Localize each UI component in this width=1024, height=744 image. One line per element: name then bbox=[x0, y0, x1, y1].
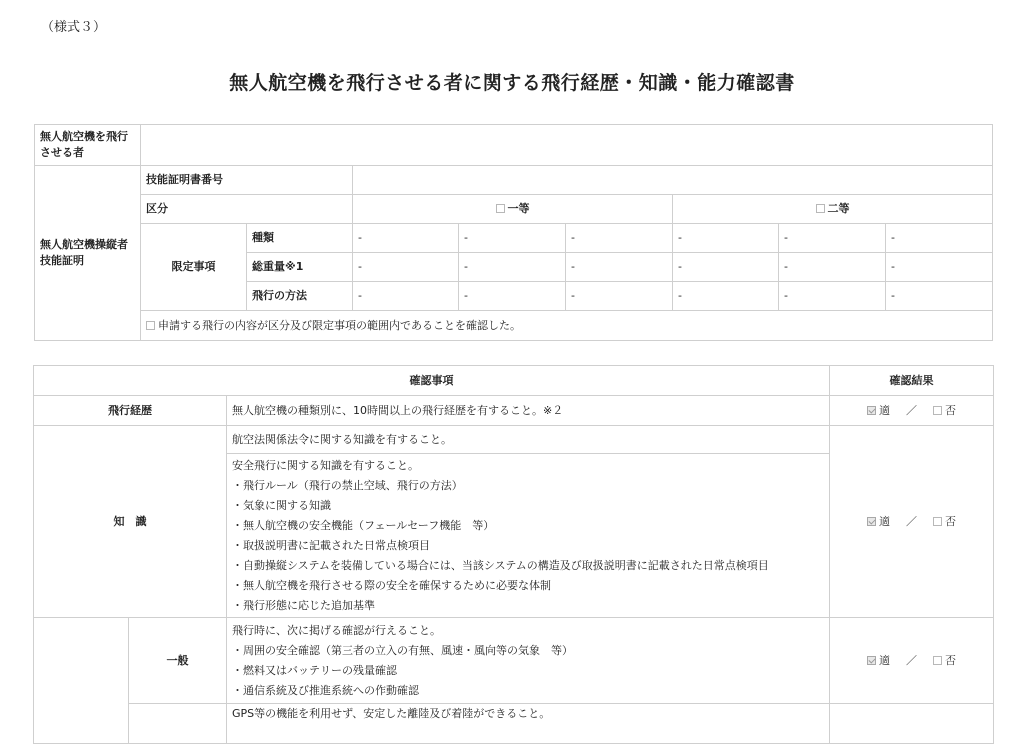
dash-cell: - bbox=[779, 282, 886, 311]
list-item: ・無人航空機の安全機能（フェールセーフ機能 等） bbox=[232, 518, 495, 532]
ng-label: 否 bbox=[945, 514, 957, 528]
scope-confirm-row[interactable] bbox=[141, 311, 993, 341]
knowledge-safety-list bbox=[227, 454, 830, 618]
form-number: （様式３） bbox=[41, 20, 107, 35]
dash-cell: - bbox=[566, 224, 673, 253]
pilot-value[interactable] bbox=[141, 125, 993, 166]
list-item: ・気象に関する知識 bbox=[232, 498, 331, 512]
check-table bbox=[33, 365, 994, 744]
next-label bbox=[129, 704, 227, 744]
checkbox-icon[interactable] bbox=[496, 204, 505, 213]
ng-label: 否 bbox=[945, 653, 957, 667]
general-result bbox=[830, 618, 994, 704]
checkbox-icon[interactable] bbox=[933, 517, 942, 526]
dash-cell: - bbox=[566, 253, 673, 282]
list-item: ・燃料又はバッテリーの残量確認 bbox=[232, 663, 397, 677]
knowledge-law-text: 航空法関係法令に関する知識を有すること。 bbox=[227, 426, 830, 454]
kind-label: 種類 bbox=[247, 224, 353, 253]
next-text: GPS等の機能を利用せず、安定した離陸及び着陸ができること。 bbox=[227, 704, 830, 744]
cert-no-value[interactable] bbox=[353, 166, 993, 195]
dash-cell: - bbox=[673, 253, 779, 282]
dash-cell: - bbox=[459, 282, 566, 311]
ok-label: 適 bbox=[879, 653, 891, 667]
document-title: 無人航空機を飛行させる者に関する飛行経歴・知識・能力確認書 bbox=[229, 72, 795, 94]
items-header: 確認事項 bbox=[34, 366, 830, 396]
dash-cell: - bbox=[886, 282, 993, 311]
class-label: 区分 bbox=[141, 195, 353, 224]
scope-confirm-text: 申請する飛行の内容が区分及び限定事項の範囲内であることを確認した。 bbox=[158, 318, 521, 332]
checkbox-checked-icon[interactable] bbox=[867, 406, 876, 415]
dash-cell: - bbox=[779, 253, 886, 282]
list-item: ・飛行ルール（飛行の禁止空域、飛行の方法） bbox=[232, 478, 463, 492]
limits-label: 限定事項 bbox=[141, 224, 247, 311]
dash-cell: - bbox=[459, 224, 566, 253]
class-second-label: 二等 bbox=[827, 202, 850, 215]
weight-label: 総重量※1 bbox=[247, 253, 353, 282]
dash-cell: - bbox=[353, 253, 459, 282]
class-first-option[interactable] bbox=[353, 195, 673, 224]
list-item: ・無人航空機を飛行させる際の安全を確保するために必要な体制 bbox=[232, 578, 551, 592]
checkbox-icon[interactable] bbox=[933, 406, 942, 415]
list-item: 安全飛行に関する知識を有すること。 bbox=[232, 458, 419, 472]
dash-cell: - bbox=[779, 224, 886, 253]
dash-cell: - bbox=[673, 282, 779, 311]
list-item: ・取扱説明書に記載された日常点検項目 bbox=[232, 538, 430, 552]
list-item: 飛行時に、次に掲げる確認が行えること。 bbox=[232, 623, 441, 637]
list-item: ・飛行形態に応じた追加基準 bbox=[232, 598, 375, 612]
dash-cell: - bbox=[886, 253, 993, 282]
history-text: 無人航空機の種類別に、10時間以上の飛行経歴を有すること。※２ bbox=[227, 396, 830, 426]
checkbox-icon[interactable] bbox=[816, 204, 825, 213]
ok-label: 適 bbox=[879, 514, 891, 528]
dash-cell: - bbox=[886, 224, 993, 253]
cert-no-label: 技能証明書番号 bbox=[141, 166, 353, 195]
pilot-label: 無人航空機を飛行させる者 bbox=[35, 125, 141, 166]
list-item: ・周囲の安全確認（第三者の立入の有無、風速・風向等の気象 等） bbox=[232, 643, 573, 657]
class-first-label: 一等 bbox=[507, 202, 530, 215]
knowledge-label: 知 識 bbox=[34, 426, 227, 618]
license-label: 無人航空機操縦者技能証明 bbox=[35, 166, 141, 341]
result-header: 確認結果 bbox=[830, 366, 994, 396]
history-result bbox=[830, 396, 994, 426]
history-label: 飛行経歴 bbox=[34, 396, 227, 426]
dash-cell: - bbox=[673, 224, 779, 253]
dash-cell: - bbox=[353, 224, 459, 253]
list-item: ・通信系統及び推進系統への作動確認 bbox=[232, 683, 419, 697]
checkbox-checked-icon[interactable] bbox=[867, 656, 876, 665]
method-label: 飛行の方法 bbox=[247, 282, 353, 311]
checkbox-icon[interactable] bbox=[146, 321, 155, 330]
dash-cell: - bbox=[459, 253, 566, 282]
general-label: 一般 bbox=[129, 618, 227, 704]
ability-label bbox=[34, 618, 129, 744]
checkbox-checked-icon[interactable] bbox=[867, 517, 876, 526]
separator: ／ bbox=[906, 653, 918, 667]
next-result bbox=[830, 704, 994, 744]
dash-cell: - bbox=[353, 282, 459, 311]
ok-label: 適 bbox=[879, 403, 891, 417]
ng-label: 否 bbox=[945, 403, 957, 417]
separator: ／ bbox=[906, 514, 918, 528]
list-item: ・自動操縦システムを装備している場合には、当該システムの構造及び取扱説明書に記載された日常点検項目 bbox=[232, 558, 769, 572]
general-list bbox=[227, 618, 830, 704]
checkbox-icon[interactable] bbox=[933, 656, 942, 665]
class-second-option[interactable] bbox=[673, 195, 993, 224]
knowledge-result bbox=[830, 426, 994, 618]
separator: ／ bbox=[906, 403, 918, 417]
dash-cell: - bbox=[566, 282, 673, 311]
license-table bbox=[34, 124, 993, 341]
